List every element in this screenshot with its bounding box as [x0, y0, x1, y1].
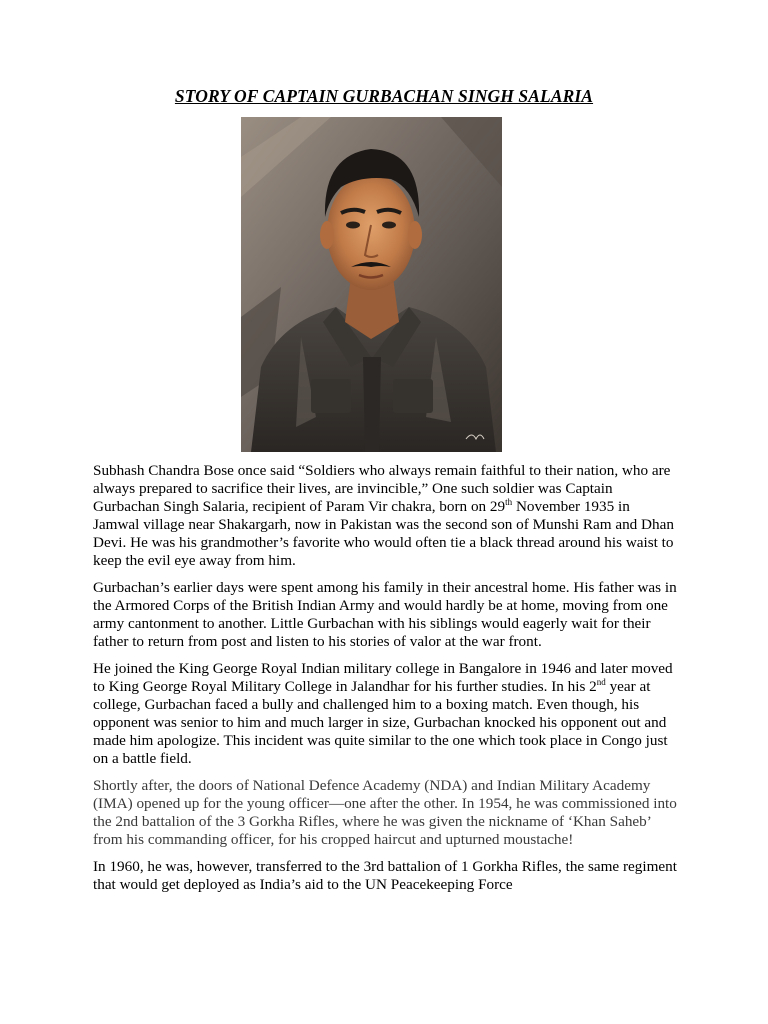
paragraph-4: Shortly after, the doors of National Defence Academy (NDA) and Indian Military Academy (IMA) opened up for the young officer—one after the other. In 1954, he was commissioned into the 2nd battalion of the 3 Gorkha Rifles, where he was given the nickname of ‘Khan Saheb’ from his commanding officer, for his cropped haircut and upturned moustache!	[93, 777, 677, 848]
document-title: STORY OF CAPTAIN GURBACHAN SINGH SALARIA	[174, 86, 594, 106]
paragraph-1: Subhash Chandra Bose once said “Soldiers who always remain faithful to their nation, who are always prepared to sacrifice their lives, are invincible,” One such soldier was Captain Gurbachan Singh Salaria, recipient of Param Vir chakra, born on 29th November 1935 in Jamwal village near Shakargarh, now in Pakistan was the second son of Munshi Ram and Dhan Devi. He was his grandmother’s favorite who would often tie a black thread around his waist to keep the evil eye away from him.	[93, 462, 674, 569]
ordinal-suffix: nd	[596, 676, 606, 687]
paragraph-5: In 1960, he was, however, transferred to the 3rd battalion of 1 Gorkha Rifles, the same regiment that would get deployed as India’s aid to the UN Peacekeeping Force	[93, 858, 677, 893]
ordinal-suffix: th	[505, 496, 513, 507]
article-body	[93, 462, 678, 903]
soldier-portrait-image	[241, 117, 502, 452]
paragraph-3: He joined the King George Royal Indian military college in Bangalore in 1946 and later moved to King George Royal Military College in Jalandhar for his further studies. In his 2nd year at college, Gurbachan faced a bully and challenged him to a boxing match. Even though, his opponent was senior to him and much larger in size, Gurbachan knocked his opponent out and made him apologize. This incident was quite similar to the one which took place in Congo just on a battle field.	[93, 660, 673, 767]
paragraph-2: Gurbachan’s earlier days were spent among his family in their ancestral home. His father was in the Armored Corps of the British Indian Army and would hardly be at home, moving from one army cantonment to another. Little Gurbachan with his siblings would eagerly wait for their father to return from post and listen to his stories of valor at the war front.	[93, 579, 677, 650]
